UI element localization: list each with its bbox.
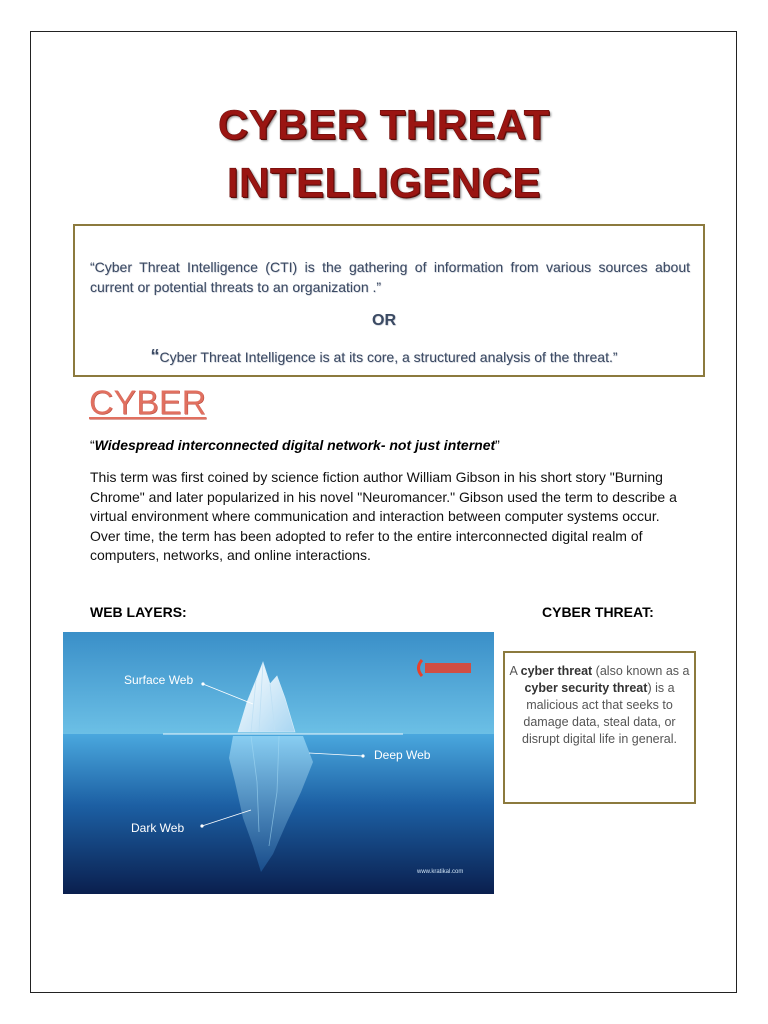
iceberg-image [63, 632, 494, 894]
cyber-threat-label: CYBER THREAT: [542, 604, 654, 620]
threat-text-part-3: ) is a malicious act that seeks to damage data, steal data, or disrupt digital life in general. [522, 681, 677, 746]
definition-or: OR [372, 312, 396, 329]
threat-term-cyber-threat: cyber threat [520, 664, 593, 678]
tagline-close-quote: ” [495, 437, 500, 453]
tagline-open-quote: “ [90, 437, 95, 453]
web-layers-label: WEB LAYERS: [90, 604, 187, 620]
threat-text-part-1: A [509, 664, 521, 678]
definition-text-2-body: Cyber Threat Intelligence is at its core, a structured analysis of the threat.” [159, 349, 618, 365]
deep-web-label: Deep Web [374, 748, 431, 762]
dark-web-label: Dark Web [131, 821, 185, 835]
cyber-heading: CYBER [89, 384, 207, 422]
cyber-tagline [90, 437, 500, 453]
definition-text-2 [0, 346, 768, 367]
cyber-threat-text [505, 663, 694, 748]
definition-text-1: “Cyber Threat Intelligence (CTI) is the gathering of information from various sources about current or potential threats to an organization .” [90, 259, 690, 295]
watermark-text: www.kratikal.com [417, 869, 464, 875]
surface-web-label: Surface Web [124, 673, 194, 687]
title-line-1: CYBER THREAT [218, 101, 550, 148]
cyber-paragraph: This term was first coined by science fiction author William Gibson in his short story "Burning Chrome" and later popularized in his novel "Neuromancer." Gibson used the term to describe a virtual environment where communication and interaction between computer systems occur. Over time, the term has been adopted to refer to the entire interconnected digital realm of computers, networks, and online interactions. [90, 469, 677, 563]
title-line-2: INTELLIGENCE [226, 159, 541, 206]
definition-quote-mark: “ [150, 346, 160, 366]
threat-term-cyber-security-threat: cyber security threat [524, 681, 648, 695]
tagline-text: Widespread interconnected digital network- not just internet [94, 437, 496, 453]
threat-text-part-2: (also known as a [592, 664, 690, 678]
